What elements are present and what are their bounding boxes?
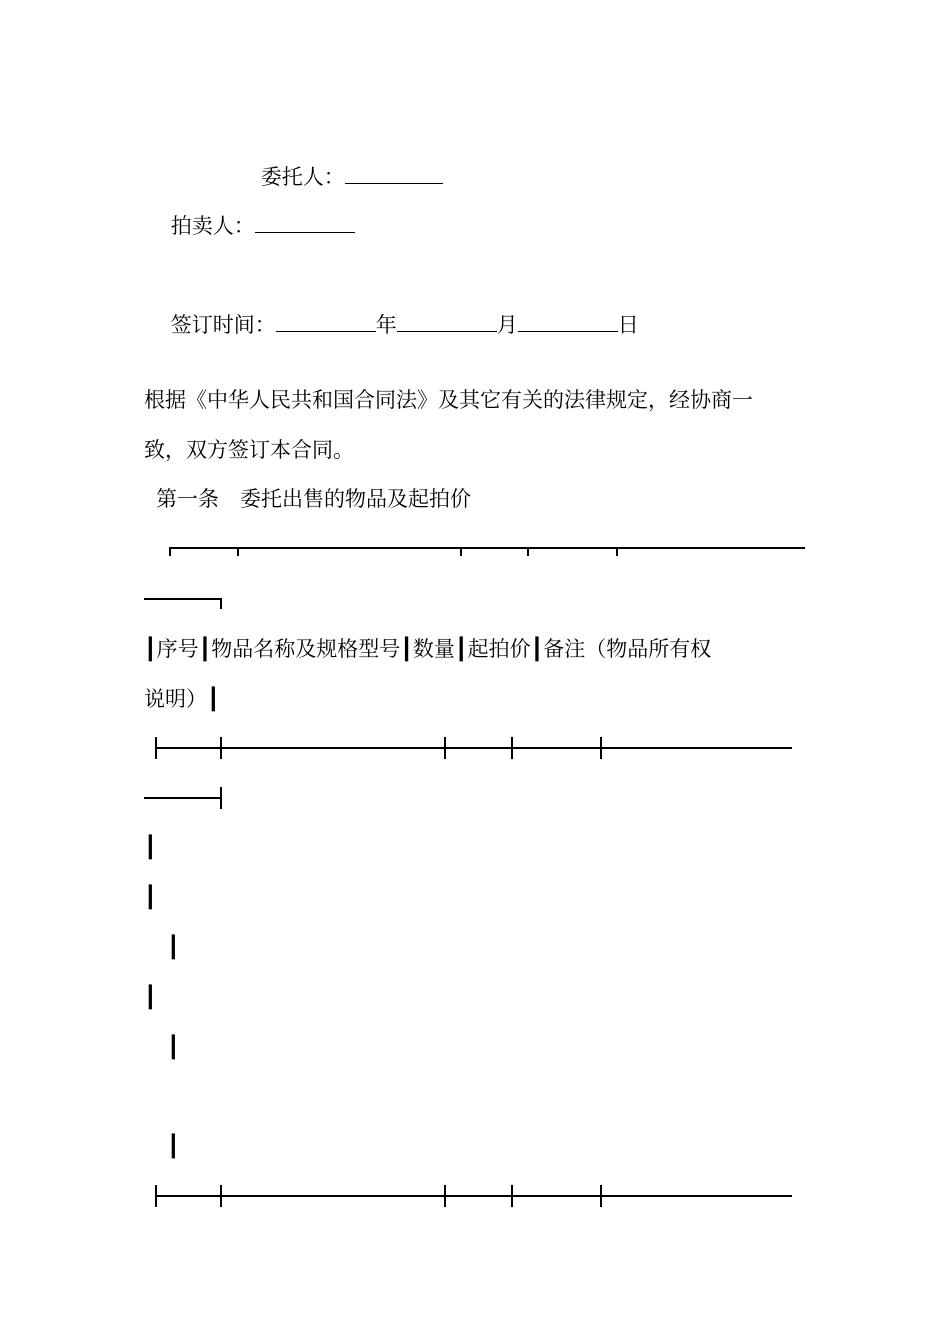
article1-heading: 第一条 委托出售的物品及起拍价 <box>156 487 471 511</box>
row-bar-2: ┃ <box>144 885 157 909</box>
table-row-separator <box>155 1195 792 1197</box>
table-header-line-2: 说明）┃ <box>144 687 220 711</box>
table-top-corner-right <box>220 598 222 609</box>
sep1-tick-0 <box>155 737 157 759</box>
row-bar-5: ┃ <box>167 1035 180 1059</box>
sep1-tick-2 <box>444 737 446 759</box>
day-blank[interactable] <box>518 313 618 332</box>
row-bar-6: ┃ <box>167 1134 180 1158</box>
sep1-tick-1 <box>220 737 222 759</box>
day-unit: 日 <box>617 313 639 337</box>
year-blank[interactable] <box>276 313 376 332</box>
table-header-line-1: ┃序号┃物品名称及规格型号┃数量┃起拍价┃备注（物品所有权 <box>144 637 712 661</box>
sep1-tick-3 <box>511 737 513 759</box>
auctioneer-label: 拍卖人： <box>170 214 255 238</box>
table-header-separator <box>155 747 792 749</box>
table-top-tick-1 <box>237 547 239 556</box>
table-top-tick-3 <box>527 547 529 556</box>
sep2-tick-4 <box>600 1185 602 1207</box>
month-blank[interactable] <box>397 313 497 332</box>
month-unit: 月 <box>496 313 518 337</box>
year-unit: 年 <box>375 313 397 337</box>
principal-blank[interactable] <box>345 165 443 184</box>
table-top-corner-left <box>169 547 171 556</box>
table-header-separator-wrap <box>144 797 222 799</box>
auctioneer-line <box>144 190 355 262</box>
row-bar-4: ┃ <box>144 985 157 1009</box>
sep1-tick-end <box>220 787 222 809</box>
auctioneer-blank[interactable] <box>255 214 355 233</box>
table-top-border <box>169 547 805 549</box>
table-top-border-wrap <box>144 598 222 600</box>
date-label: 签订时间： <box>170 313 276 337</box>
table-top-tick-2 <box>460 547 462 556</box>
date-line <box>144 289 639 361</box>
principal-label: 委托人： <box>260 165 345 189</box>
row-bar-3: ┃ <box>167 935 180 959</box>
sep2-tick-3 <box>511 1185 513 1207</box>
sep2-tick-0 <box>155 1185 157 1207</box>
row-bar-1: ┃ <box>144 835 157 859</box>
intro-line-1: 根据《中华人民共和国合同法》及其它有关的法律规定，经协商一 <box>144 388 753 412</box>
sep2-tick-2 <box>444 1185 446 1207</box>
table-top-tick-4 <box>616 547 618 556</box>
sep1-tick-4 <box>600 737 602 759</box>
intro-line-2: 致，双方签订本合同。 <box>144 438 354 462</box>
sep2-tick-1 <box>220 1185 222 1207</box>
